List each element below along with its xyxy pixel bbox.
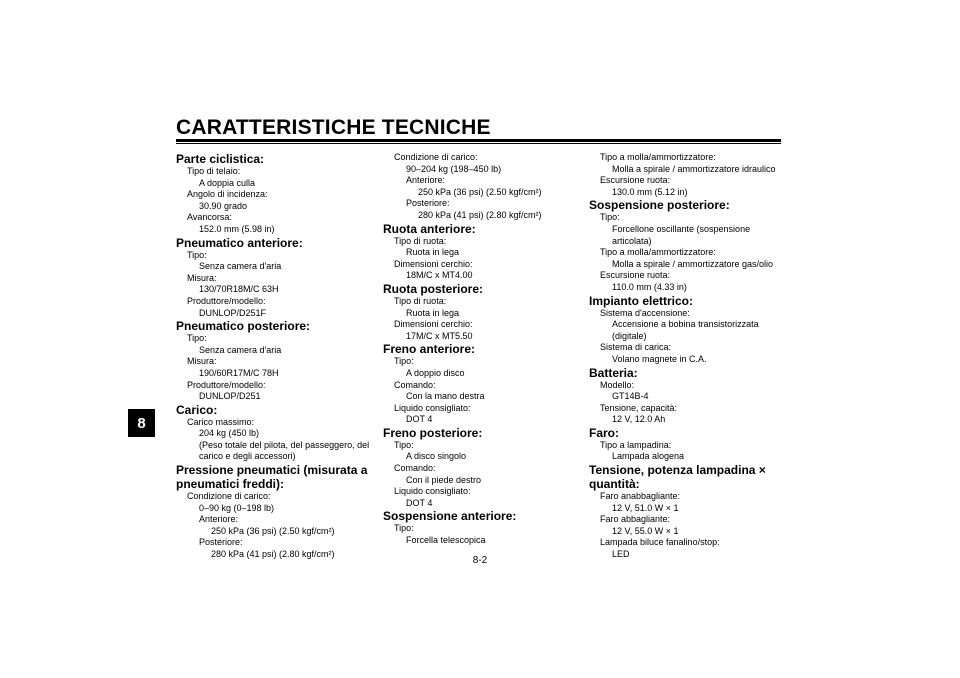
spec-value: 280 kPa (41 psi) (2.80 kgf/cm²) [211, 549, 335, 560]
spec-value: A doppia culla [199, 177, 256, 188]
spec-label: Tipo: [394, 439, 414, 450]
spec-label: Dimensioni cerchio: [394, 258, 473, 269]
spec-label: Carico massimo: [187, 416, 255, 427]
spec-value: DUNLOP/D251F [199, 307, 267, 318]
spec-value: 110.0 mm (4.33 in) [612, 281, 687, 292]
section-heading: Tensione, potenza lampadina × quantità: [589, 463, 766, 492]
spec-value: 0–90 kg (0–198 lb) [199, 502, 275, 513]
spec-value: 280 kPa (41 psi) (2.80 kgf/cm²) [418, 209, 542, 220]
spec-value: Senza camera d'aria [199, 261, 282, 272]
spec-label: Tipo: [394, 356, 414, 367]
spec-label: Tipo di telaio: [187, 166, 241, 176]
spec-value: 250 kPa (36 psi) (2.50 kgf/cm²) [211, 525, 335, 536]
spec-value: 130.0 mm (5.12 in) [612, 186, 688, 197]
spec-label: Tensione, capacità: [600, 402, 678, 413]
spec-value: Forcellone oscillante (sospensione [612, 223, 751, 234]
spec-label: Tipo a molla/ammortizzatore: [600, 152, 716, 162]
spec-value: 18M/C x MT4.00 [406, 270, 473, 281]
section-heading: Sospensione posteriore: [589, 198, 730, 213]
spec-value: Anteriore: [199, 514, 239, 525]
spec-label: Tipo a molla/ammortizzatore: [600, 247, 716, 258]
spec-label: Faro abbagliante: [600, 514, 671, 525]
spec-value: A doppio disco [406, 367, 465, 378]
spec-label: Produttore/modello: [187, 295, 266, 306]
chapter-tab [128, 409, 155, 437]
section-heading: Pneumatico anteriore: [176, 235, 303, 250]
spec-value: articolata) [612, 235, 652, 246]
spec-column-1 [176, 152, 376, 561]
spec-value: 152.0 mm (5.98 in) [199, 223, 275, 234]
spec-value: Con il piede destro [406, 474, 482, 485]
spec-value: Forcella telescopica [406, 535, 486, 546]
chapter-number: 8 [137, 414, 146, 432]
section-heading: Parte ciclistica: [176, 152, 265, 166]
spec-value: Lampada alogena [612, 451, 685, 462]
spec-label: Misura: [187, 356, 217, 367]
spec-value: DOT 4 [406, 414, 433, 425]
spec-value: 90–204 kg (198–450 lb) [406, 163, 502, 174]
section-heading: Freno anteriore: [383, 342, 476, 357]
spec-label: Comando: [394, 463, 436, 474]
section-heading: Batteria: [589, 365, 638, 380]
spec-value: Ruota in lega [406, 307, 460, 318]
spec-label: Tipo di ruota: [394, 235, 447, 246]
spec-label: Tipo: [187, 249, 207, 260]
spec-label: Comando: [394, 379, 436, 390]
spec-label: Dimensioni cerchio: [394, 319, 473, 330]
spec-label: Tipo: [187, 333, 207, 344]
spec-value: Anteriore: [406, 175, 446, 186]
spec-value: 12 V, 51.0 W × 1 [612, 502, 679, 513]
spec-value: LED [612, 549, 630, 560]
spec-value: 130/70R18M/C 63H [199, 284, 279, 295]
section-heading: Sospensione anteriore: [383, 509, 517, 524]
spec-value: 12 V, 12.0 Ah [612, 414, 666, 425]
spec-label: Produttore/modello: [187, 379, 266, 390]
spec-label: Tipo a lampadina: [600, 439, 672, 450]
spec-label: Faro anabbagliante: [600, 491, 681, 502]
section-heading: Faro: [589, 425, 619, 440]
spec-label: Condizione di carico: [187, 491, 271, 502]
spec-label: Sistema di carica: [600, 342, 672, 353]
section-heading: pneumatici freddi): [176, 477, 285, 492]
spec-label: Liquido consigliato: [394, 486, 471, 497]
spec-value: DOT 4 [406, 497, 433, 508]
spec-value: Accensione a bobina transistorizzata [612, 319, 759, 330]
page-number: 8-2 [472, 555, 488, 566]
section-heading: Pressione pneumatici (misurata a [176, 463, 368, 478]
section-heading: Pneumatico posteriore: [176, 319, 311, 334]
spec-value: Con la mano destra [406, 391, 485, 402]
spec-label: Misura: [187, 272, 217, 283]
spec-value: Posteriore: [199, 537, 243, 548]
spec-value: Molla a spirale / ammortizzatore gas/olio [612, 258, 774, 269]
spec-value: 12 V, 55.0 W × 1 [612, 525, 679, 536]
page-title: CARATTERISTICHE TECNICHE [176, 116, 491, 139]
spec-label: Liquido consigliato: [394, 402, 471, 413]
spec-value: 30.90 grado [199, 200, 248, 211]
spec-label: Tipo di ruota: [394, 295, 447, 306]
title-rule-thin [176, 143, 781, 144]
spec-label: Tipo: [600, 212, 620, 223]
spec-label: Avancorsa: [187, 212, 232, 223]
spec-label: Condizione di carico: [394, 152, 478, 162]
spec-value: A disco singolo [406, 451, 467, 462]
spec-value: Ruota in lega [406, 247, 460, 258]
spec-value: 204 kg (450 lb) [199, 428, 260, 439]
section-heading: Impianto elettrico: [589, 293, 694, 308]
spec-value: (digitale) [612, 330, 647, 341]
spec-value: GT14B-4 [612, 391, 649, 402]
spec-label: Escursione ruota: [600, 175, 671, 186]
spec-label: Angolo di incidenza: [187, 189, 268, 200]
spec-value: (Peso totale del pilota, del passeggero, del [199, 439, 370, 450]
section-heading: Ruota posteriore: [383, 281, 484, 296]
spec-label: Escursione ruota: [600, 270, 671, 281]
spec-value: Molla a spirale / ammortizzatore idraulico [612, 163, 776, 174]
spec-value: Posteriore: [406, 198, 450, 209]
spec-value: Volano magnete in C.A. [612, 353, 707, 364]
section-heading: Freno posteriore: [383, 425, 483, 440]
spec-column-2 [383, 152, 583, 547]
spec-label: Tipo: [394, 523, 414, 534]
spec-label: Sistema d'accensione: [600, 307, 690, 318]
spec-value: Senza camera d'aria [199, 344, 282, 355]
title-rule-thick [176, 139, 781, 142]
spec-column-3 [589, 152, 789, 561]
spec-value: 250 kPa (36 psi) (2.50 kgf/cm²) [418, 186, 542, 197]
spec-value: DUNLOP/D251 [199, 391, 261, 402]
spec-value: carico e degli accessori) [199, 451, 296, 462]
section-heading: Ruota anteriore: [383, 221, 476, 236]
section-heading: Carico: [176, 402, 218, 417]
spec-label: Lampada biluce fanalino/stop: [600, 537, 720, 548]
spec-label: Modello: [600, 379, 635, 390]
spec-value: 190/60R17M/C 78H [199, 367, 279, 378]
spec-value: 17M/C x MT5.50 [406, 330, 473, 341]
